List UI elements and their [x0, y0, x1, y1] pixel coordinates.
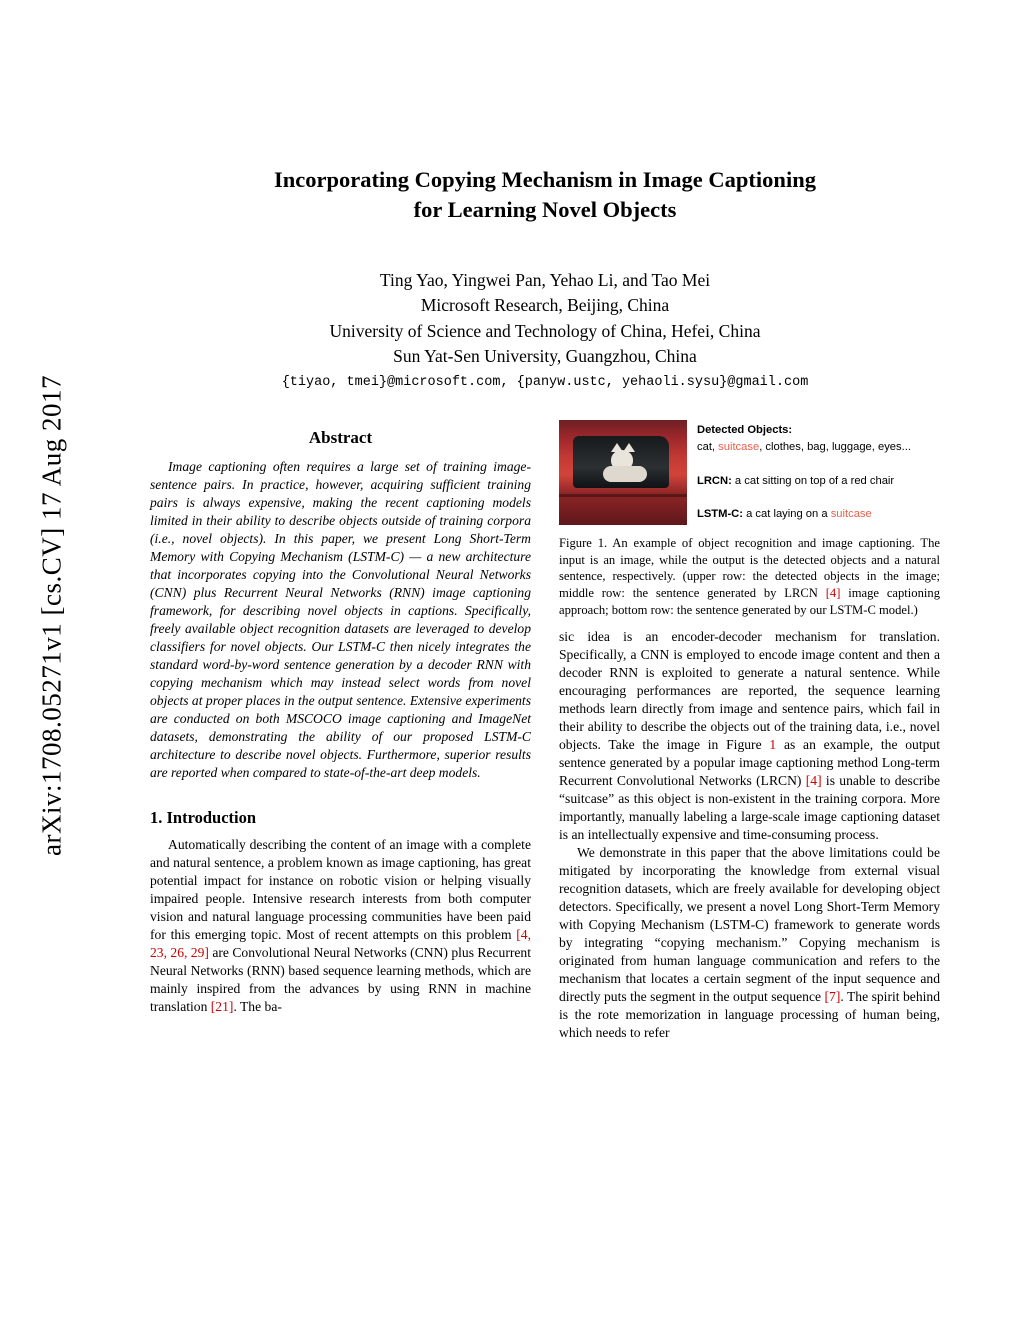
detected-objects-label: Detected Objects:: [697, 424, 793, 437]
detected-object-suitcase: suitcase: [718, 441, 760, 454]
citation-4[interactable]: [4]: [805, 773, 822, 789]
intro-paragraph-3: [559, 844, 940, 1042]
lrcn-sentence: a cat sitting on top of a red chair: [731, 474, 895, 487]
abstract-heading: Abstract: [308, 428, 373, 448]
section-heading-introduction: 1. Introduction: [150, 808, 257, 828]
left-column: [150, 420, 531, 1042]
car-door-line: [559, 494, 687, 497]
figure-caption-part-a: Figure 1. An example of object recognition and image captioning. The input is an image, while the output is the detected objects and a natural sentence, respectively. (upper row: the detected objects in the image; middle row: the sentence generated by LRCN: [559, 536, 940, 601]
lstmc-row: [697, 506, 940, 523]
lstmc-label: LSTM-C:: [697, 508, 743, 521]
lstmc-sentence-suitcase: suitcase: [830, 508, 872, 521]
intro-p1-part-c: . The ba-: [233, 999, 282, 1015]
citation-group-1[interactable]: [4, 23, 26, 29]: [150, 927, 531, 961]
figure-1: [559, 420, 940, 618]
citation-21[interactable]: [21]: [210, 999, 234, 1015]
title-line-2: for Learning Novel Objects: [413, 197, 677, 223]
affiliation-1: Microsoft Research, Beijing, China: [420, 295, 670, 316]
author-block: [150, 268, 940, 370]
intro-paragraph-2: [559, 628, 940, 844]
arxiv-identifier-stamp: arXiv:1708.05271v1 [cs.CV] 17 Aug 2017: [36, 375, 67, 856]
figure-caption-part-b: image captioning approach; bottom row: the sentence generated by our LSTM-C model.): [559, 586, 940, 617]
intro-p2-part-a: sic idea is an encoder-decoder mechanism for translation. Specifically, a CNN is employed to encode image content and then a decoder RNN is exploited to generate a natural sentence. While encouraging performances are reported, the sequence learning methods learn directly from image and sentence pairs, which fail in their ability to describe the objects out of the training data, i.e., novel objects. Take the image in Figure: [559, 629, 940, 753]
figure-1-image: [559, 420, 687, 525]
lrcn-row: [697, 473, 940, 490]
detected-objects-post: , clothes, bag, luggage, eyes...: [759, 441, 911, 454]
detected-objects-row: [697, 422, 940, 456]
lstmc-sentence-pre: a cat laying on a: [742, 508, 831, 521]
abstract-text: Image captioning often requires a large set of training image-sentence pairs. In practice, however, acquiring sufficient training pairs is always expensive, making the recent captioning models limited in their ability to describe objects outside of training corpora (i.e., novel objects). In this paper, we present Long Short-Term Memory with Copying Mechanism (LSTM-C) — a new architecture that incorporates copying into the Convolutional Neural Networks (CNN) plus Recurrent Neural Networks (RNN) image captioning framework, for describing novel objects in captions. Specifically, freely available object recognition datasets are leveraged to develop classifiers for novel objects. Our LSTM-C then nicely integrates the standard word-by-word sentence generation by a decoder RNN with copying mechanism which may instead select words from novel objects at proper places in the output sentence. Extensive experiments are conducted on both MSCOCO image captioning and ImageNet datasets, demonstrating the ability of our proposed LSTM-C architecture to describe novel objects. Furthermore, superior results are reported when compared to state-of-the-art deep models.: [150, 459, 531, 781]
detected-objects-list: [697, 439, 940, 456]
right-column: [559, 420, 940, 1042]
intro-p2-part-b: as an example, the output sentence generated by a popular image captioning method Long-term Recurrent Convolutional Networks (LRCN): [559, 737, 940, 789]
intro-p3-part-a: We demonstrate in this paper that the above limitations could be mitigated by incorporating the knowledge from external visual recognition datasets, which are freely available for developing object detectors. Specifically, we present a novel Long Short-Term Memory with Copying Mechanism (LSTM-C) framework to generate words by integrating “copying mechanism.” Copying mechanism is originated from human language communication and refers to the mechanism that locates a certain segment of the input sequence and directly puts the segment in the output sequence: [559, 845, 940, 1005]
two-column-body: [150, 420, 940, 1042]
figure-reference-1[interactable]: 1: [769, 737, 777, 753]
lrcn-label: LRCN:: [697, 474, 732, 487]
affiliation-3: Sun Yat-Sen University, Guangzhou, China: [393, 345, 697, 366]
affiliation-2: University of Science and Technology of China, Hefei, China: [329, 320, 761, 341]
figure-1-caption: [559, 535, 940, 618]
intro-p3-part-b: . The spirit behind is the rote memorization in language processing of human being, which needs to refer: [559, 989, 940, 1041]
author-emails: {tiyao, tmei}@microsoft.com, {panyw.ustc, yehaoli.sysu}@gmail.com: [281, 375, 809, 391]
citation-7[interactable]: [7]: [824, 989, 841, 1005]
intro-p2-part-c: is unable to describe “suitcase” as this object is non-existent in the training corpora. More importantly, manually labeling a large-scale image captioning dataset is an intellectually expensive and time-consuming process.: [559, 773, 940, 843]
detected-objects-pre: cat,: [697, 441, 719, 454]
author-names: Ting Yao, Yingwei Pan, Yehao Li, and Tao Mei: [379, 269, 711, 290]
intro-p1-part-a: Automatically describing the content of an image with a complete and natural sentence, a problem known as image captioning, has great potential impact for instance on robotic vision or helping visually impaired people. Intensive research interests from both computer vision and natural language processing communities have been paid for this emerging topic. Most of recent attempts on this problem: [150, 837, 531, 943]
figure-caption-citation-4[interactable]: [4]: [825, 586, 841, 601]
intro-paragraph-1: [150, 836, 531, 1016]
intro-p1-part-b: are Convolutional Neural Networks (CNN) plus Recurrent Neural Networks (RNN) based sequence learning methods, which are mainly inspired from the advances by using RNN in machine translation: [150, 945, 531, 1015]
page-title: [150, 165, 940, 226]
paper-page: [150, 0, 940, 1325]
figure-1-annotations: [687, 420, 940, 525]
figure-1-content: [559, 420, 940, 525]
cat-body: [603, 466, 647, 482]
title-line-1: Incorporating Copying Mechanism in Image Captioning: [274, 167, 816, 192]
